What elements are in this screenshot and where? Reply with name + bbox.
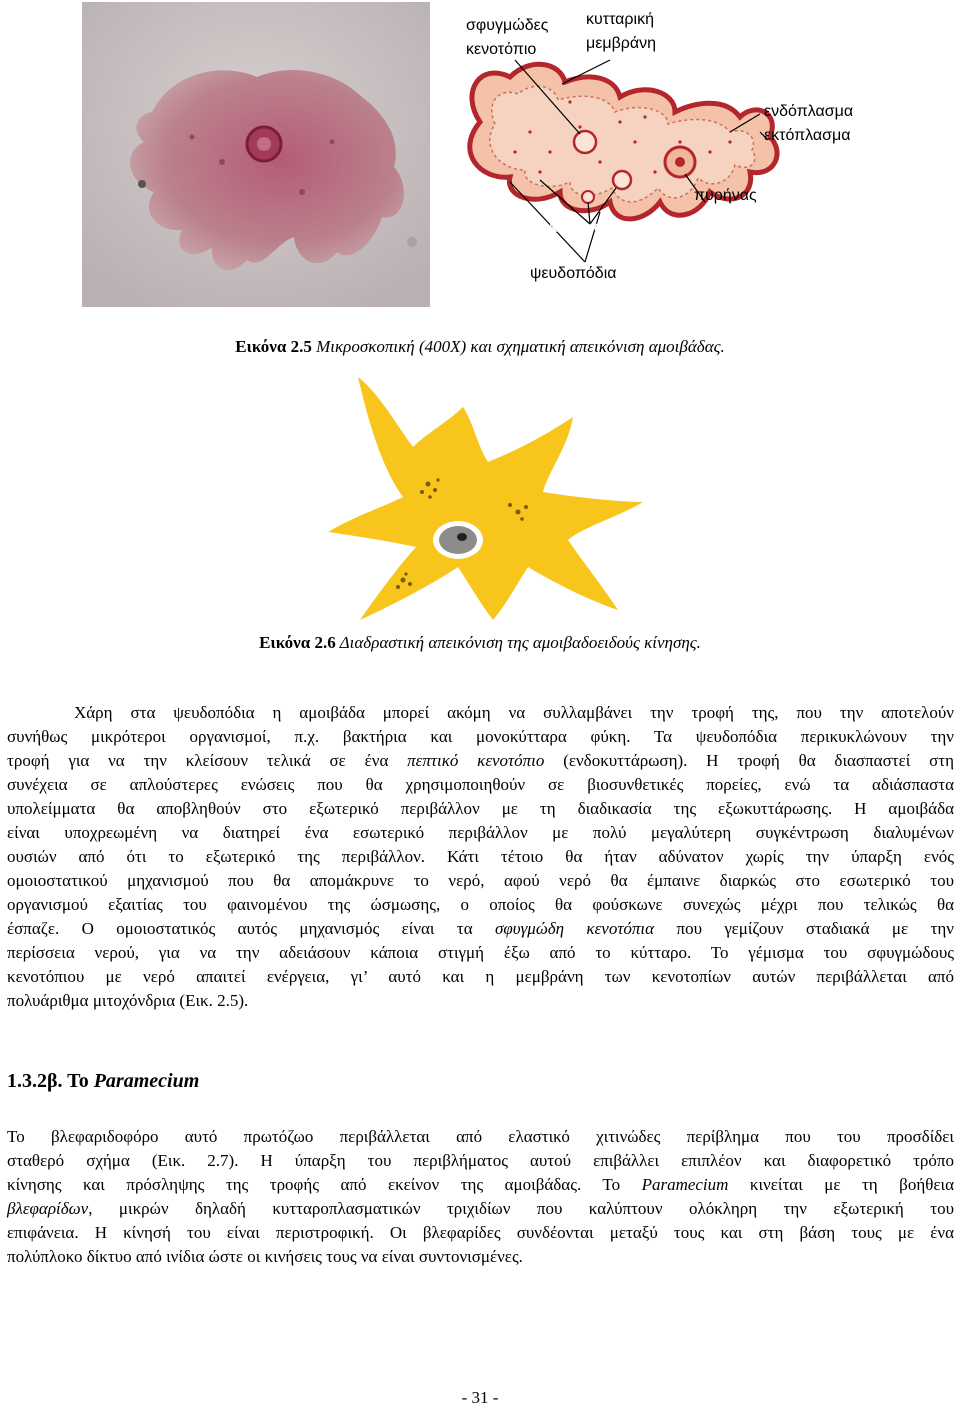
label-pseudopodia: ψευδοπόδια xyxy=(530,265,617,282)
label-contractile-vacuole-1: σφυγμώδες xyxy=(466,17,549,34)
figure-2-5-caption xyxy=(0,336,960,358)
label-cell-membrane-1: κυτταρική xyxy=(586,11,654,28)
section-heading-paramecium xyxy=(7,1070,199,1093)
para1-line: είναι υποχρεωμένη να διατηρεί ένα εσωτερικό περιβάλλον με πολύ μεγαλύτερη συγκέντρωση διαλυμένων xyxy=(7,823,954,842)
para2-line: πολύπλοκο δίκτυο από ινίδια ώστε οι κινήσεις τους να είναι συντονισμένες. xyxy=(7,1247,523,1266)
term-cilia: βλεφαρίδων xyxy=(7,1199,89,1218)
figure-2-6-caption-text: Διαδραστική απεικόνιση της αμοιβαδοειδούς κίνησης. xyxy=(335,633,701,652)
para2-line: επιφάνεια. Η κίνησή του είναι περιστροφική. Οι βλεφαρίδες συνδέονται μεταξύ τους και στη βάση τους με ένα xyxy=(7,1223,954,1242)
page-number: - 31 - xyxy=(461,1388,499,1407)
label-food-vacuoles: πεπτικά κενοτόπια xyxy=(510,219,642,236)
figure-2-6-caption-label: Εικόνα 2.6 xyxy=(259,633,336,652)
para2-line: Το βλεφαριδοφόρο αυτό πρωτόζωο περιβάλλεται από ελαστικό χιτινώδες περίβλημα που του προσδίδει xyxy=(7,1127,954,1146)
term-paramecium: Paramecium xyxy=(641,1175,729,1194)
paragraph-paramecium xyxy=(7,1125,954,1269)
para2-line: σταθερό σχήμα (Εικ. 2.7). Η ύπαρξη του περιβλήματος αυτού επιβάλλει επιπλέον και διαφορετικό τρόπο xyxy=(7,1151,954,1170)
food-vacuole-shape xyxy=(613,171,631,189)
figure-2-5-caption-text: Μικροσκοπική (400Χ) και σχηματική απεικόνιση αμοιβάδας. xyxy=(311,337,725,356)
para1-line: οργανισμού εξαιτίας του φαινομένου της ώσμωσης, ο οποίος θα φούσκωνε συνεχώς μέχρι που τελικώς θα xyxy=(7,895,954,914)
para1-line: Χάρη στα ψευδοπόδια η αμοιβάδα μπορεί ακόμη να συλλαμβάνει την τροφή της, που την αποτελούν xyxy=(74,703,954,722)
para1-line: υπολείμματα θα αποβληθούν στο εξωτερικό περιβάλλον με τη διαδικασία της εξωκυττάρωσης. Η αμοιβάδα xyxy=(7,799,954,818)
label-nucleus: πυρήνας xyxy=(694,187,757,204)
para1-line: κενοτόπιου με νερό απαιτεί ενέργεια, γι’ αυτό και η μεμβράνη των κενοτοπίων αυτών περιβάλλεται από xyxy=(7,967,954,986)
section-number: 1.3.2β. Το xyxy=(7,1070,94,1092)
figure-2-6-caption xyxy=(0,632,960,654)
para1-line: ουσιών από ότι το εξωτερικό της περιβάλλον. Κάτι τέτοιο θα ήταν αδύνατον χωρίς την ύπαρξη ενός xyxy=(7,847,954,866)
label-cell-membrane-2: μεμβράνη xyxy=(586,35,657,52)
term-contractile-vacuoles: σφυγμώδη κενοτόπια xyxy=(495,919,655,938)
para1-line: συνήθως μικρότεροι οργανισμοί, π.χ. βακτήρια και μονοκύτταρα φύκη. Τα ψευδοπόδια περικυκλώνουν την xyxy=(7,727,954,746)
para1-line: πολυάριθμα μιτοχόνδρια (Εικ. 2.5). xyxy=(7,991,249,1010)
amoeboid-motion-figure xyxy=(298,362,662,624)
para1-line: συνέχεια σε απλούστερες ενώσεις που θα χρησιμοποιηθούν σε βιοσυνθετικές πορείες, ενώ τα αδιάσπαστα xyxy=(7,775,954,794)
para1-line: έσπαζε. Ο ομοιοστατικός αυτός μηχανισμός είναι τα σφυγμώδη κενοτόπια που γεμίζουν σταδιακά με την xyxy=(7,919,954,938)
yellow-amoeba xyxy=(328,377,643,620)
label-endoplasm: ενδόπλασμα xyxy=(764,103,854,120)
label-contractile-vacuole-2: κενοτόπιο xyxy=(466,41,537,58)
contractile-vacuole-shape xyxy=(574,131,596,153)
term-food-vacuole: πεπτικό κενοτόπιο xyxy=(407,751,545,770)
figure-2-5-caption-label: Εικόνα 2.5 xyxy=(235,337,312,356)
para2-line: βλεφαρίδων, μικρών δηλαδή κυτταροπλασματικών τριχιδίων που καλύπτουν ολόκληρη την εξωτερική του xyxy=(7,1199,954,1218)
section-name: Paramecium xyxy=(93,1070,200,1092)
paragraph-amoeba-feeding xyxy=(7,701,954,1013)
label-ectoplasm: εκτόπλασμα xyxy=(764,127,851,144)
para1-line: περίσσεια νερού, για να την αδειάσουν κάποια στιγμή έξω από το κύτταρο. Το γέμισμα του σφυγμώδους xyxy=(7,943,954,962)
amoeba-micrograph xyxy=(82,2,430,307)
para2-line: κίνησης και πρόσληψης της τροφής από εκείνον της αμοιβάδας. Το Paramecium κινείται με τη βοήθεια xyxy=(7,1175,954,1194)
para1-line: ομοιοστατικού μηχανισμού που θα απομάκρυνε το νερό, αφού νερό θα έμπαινε διαρκώς στο εσωτερικό του xyxy=(7,871,954,890)
para1-line: τροφή για να την κλείσουν τελικά σε ένα πεπτικό κενοτόπιο (ενδοκυττάρωση). Η τροφή θα διασπαστεί στη xyxy=(7,751,954,770)
